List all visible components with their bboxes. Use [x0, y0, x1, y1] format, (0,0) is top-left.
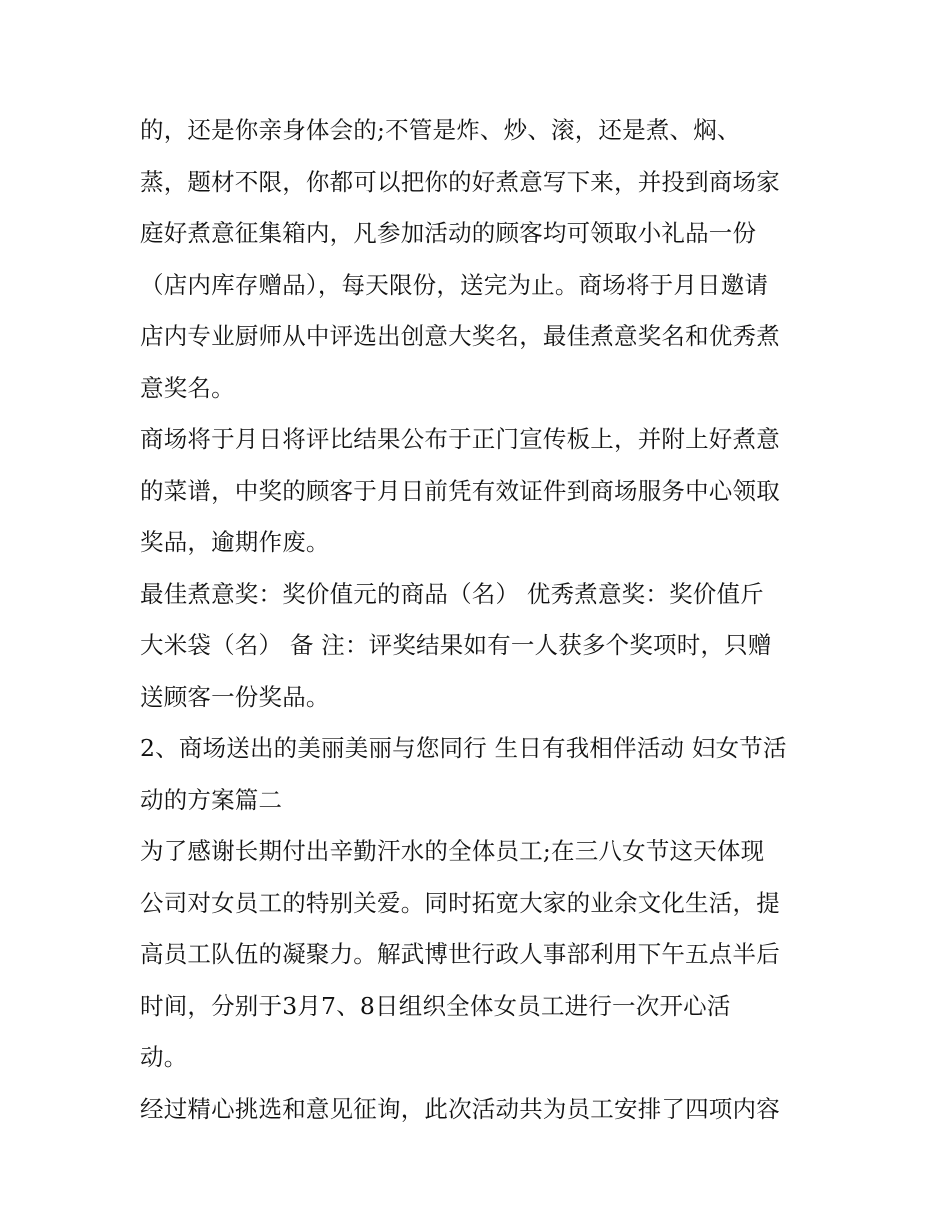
text-line: 公司对女员工的特别关爱。同时拓宽大家的业余文化生活，提	[140, 888, 780, 917]
text-line: 店内专业厨师从中评选出创意大奖名，最佳煮意奖名和优秀煮	[140, 322, 780, 350]
section-heading-line: 动的方案篇二	[140, 785, 283, 814]
text-line: 动。	[140, 1043, 188, 1071]
text-line: 送顾客一份奖品。	[140, 682, 330, 711]
text-line: 时间，分别于3月7、8日组织全体女员工进行一次开心活	[140, 991, 731, 1020]
text-line: 大米袋（名） 备 注：评奖结果如有一人获多个奖项时，只赠	[140, 631, 772, 659]
document-body	[140, 105, 820, 1135]
text-line: 的，还是你亲身体会的;不管是炸、炒、滚，还是煮、焖、	[140, 116, 741, 144]
text-line: 为了感谢长期付出辛勤汗水的全体员工;在三八女节这天体现	[140, 837, 765, 865]
text-line: 商场将于月日将评比结果公布于正门宣传板上，并附上好煮意	[140, 425, 780, 453]
text-line: 奖品，逾期作废。	[140, 528, 330, 556]
text-line: 蒸，题材不限，你都可以把你的好煮意写下来，并投到商场家	[140, 167, 780, 196]
section-heading-line: 2、商场送出的美丽美丽与您同行 生日有我相伴活动 妇女节活	[140, 734, 787, 762]
text-line: 经过精心挑选和意见征询，此次活动共为员工安排了四项内容	[140, 1094, 780, 1123]
text-line: 意奖名。	[140, 373, 235, 402]
text-line: 的菜谱，中奖的顾客于月日前凭有效证件到商场服务中心领取	[140, 476, 780, 505]
text-line: 高员工队伍的凝聚力。解武博世行政人事部利用下午五点半后	[140, 940, 780, 968]
text-line: 最佳煮意奖：奖价值元的商品（名） 优秀煮意奖：奖价值斤	[140, 579, 764, 608]
text-line: （店内库存赠品），每天限份，送完为止。商场将于月日邀请	[140, 270, 769, 299]
text-line: 庭好煮意征集箱内，凡参加活动的顾客均可领取小礼品一份	[140, 219, 757, 247]
